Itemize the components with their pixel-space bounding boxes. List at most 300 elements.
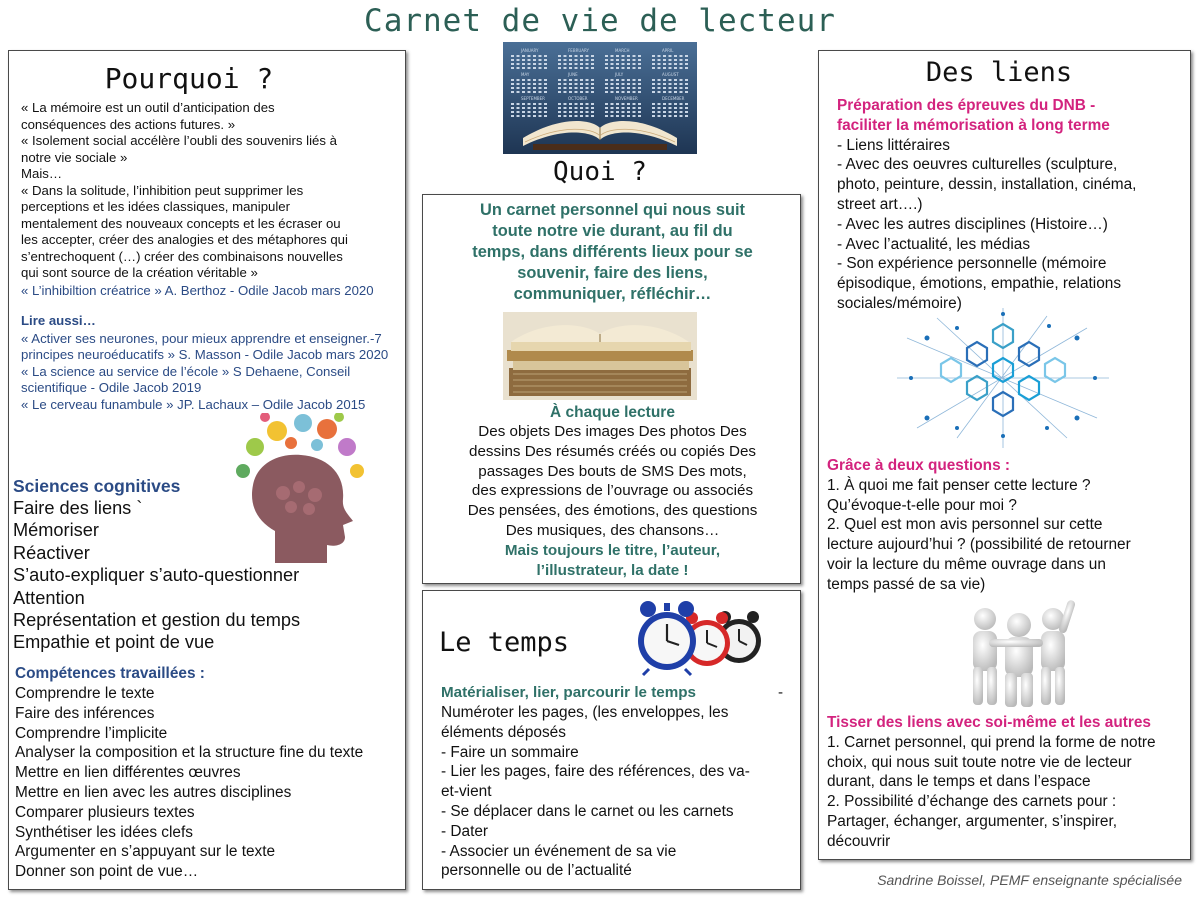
calendar-day-cell [652,91,655,93]
calendar-day-cell [685,55,688,57]
calendar-day-cell [627,63,630,65]
calendar-day-cell [544,87,547,89]
calendar-day-cell [658,91,661,93]
calendar-day-cell [658,87,661,89]
chaque-line: des expressions de l’ouvrage ou associés [471,482,754,500]
calendar-day-cell [564,107,567,109]
competence-item: Comparer plusieurs textes [15,803,195,821]
calendar-day-cell [544,59,547,61]
network-hexagons-icon [897,308,1109,448]
calendar-day-cell [633,91,636,93]
calendar-day-cell [616,111,619,113]
calendar-day-cell [517,83,520,85]
calendar-day-cell [591,111,594,113]
calendar-day-cell [663,55,666,57]
calendar-day-cell [680,91,683,93]
temps-line: - Se déplacer dans le carnet ou les carnets [441,802,734,820]
calendar-day-cell [586,67,589,69]
calendar-day-cell [658,63,661,65]
calendar-day-cell [558,91,561,93]
calendar-day-cell [528,55,531,57]
pourquoi-quotes [21,100,401,299]
calendar-day-cell [539,55,542,57]
calendar-day-cell [674,55,677,57]
calendar-day-cell [674,79,677,81]
calendar-day-cell [627,111,630,113]
calendar-day-cell [680,63,683,65]
temps-line: personnelle ou de l’actualité [441,862,632,880]
calendar-day-cell [658,67,661,69]
calendar-day-cell [658,111,661,113]
chaque-lecture-label: À chaque lecture [550,404,675,421]
calendar-day-cell [669,59,672,61]
calendar-day-cell [674,67,677,69]
question-line: voir la lecture du même ouvrage dans un [827,555,1106,573]
calendar-day-cell [622,63,625,65]
calendar-day-cell [517,87,520,89]
tisser-line: Partager, échanger, argumenter, s’inspirer, [827,812,1118,830]
tisser-line: découvrir [827,832,891,850]
calendar-day-cell [522,83,525,85]
calendar-day-cell [558,59,561,61]
tisser-heading: Tisser des liens avec soi-même et les autres [827,714,1151,731]
calendar-day-cell [528,79,531,81]
quote-line: « La mémoire est un outil d’anticipation des [21,100,275,115]
calendar-day-cell [605,107,608,109]
dnb-line: - Son expérience personnelle (mémoire [837,255,1107,273]
science-item: Empathie et point de vue [13,632,215,653]
calendar-day-cell [591,103,594,105]
outro-line: l’illustrateur, la date ! [536,561,689,579]
tisser-section [827,713,1189,852]
temps-subheading: Matérialiser, lier, parcourir le temps [441,684,696,701]
calendar-day-cell [663,111,666,113]
calendar-day-cell [611,115,614,117]
calendar-day-cell [533,87,536,89]
calendar-day-cell [685,111,688,113]
calendar-day-cell [522,63,525,65]
calendar-day-cell [638,55,641,57]
calendar-day-cell [544,83,547,85]
calendar-day-cell [638,87,641,89]
calendar-day-cell [669,115,672,117]
pourquoi-heading: Pourquoi ? [104,62,274,95]
calendar-day-cell [633,63,636,65]
calendar-day-cell [558,111,561,113]
tisser-line: 1. Carnet personnel, qui prend la forme de notre [827,733,1156,751]
lire-aussi-heading: Lire aussi… [21,313,96,328]
liens-panel [818,50,1191,860]
calendar-day-cell [517,111,520,113]
calendar-day-cell [685,87,688,89]
calendar-day-cell [580,87,583,89]
intro-line: Un carnet personnel qui nous suit [479,201,745,219]
calendar-month-label: SEPTEMBER [521,96,545,101]
author-signature: Sandrine Boissel, PEMF enseignante spécialisée [877,872,1182,888]
calendar-day-cell [558,103,561,105]
three-figures-icon [959,599,1079,709]
intro-line: toute notre vie durant, au fil du [492,222,733,240]
calendar-day-cell [539,111,542,113]
calendar-day-cell [633,67,636,69]
calendar-day-cell [575,107,578,109]
competence-item: Analyser la composition et la structure fine du texte [15,744,364,762]
dnb-line: street art….) [837,195,923,213]
calendar-day-cell [622,87,625,89]
quote-line: « Dans la solitude, l’inhibition peut supprimer les [21,182,304,198]
calendar-day-cell [611,87,614,89]
calendar-day-cell [605,115,608,117]
calendar-day-cell [564,103,567,105]
calendar-day-cell [622,59,625,61]
chaque-line: Des objets Des images Des photos Des [478,423,747,440]
calendar-day-cell [627,91,630,93]
calendar-day-cell [539,67,542,69]
calendar-day-cell [633,87,636,89]
sciences-cognitives [13,475,393,654]
calendar-month-label: JUNE [568,72,578,77]
calendar-day-cell [528,87,531,89]
reference-line: principes neuroéducatifs » S. Masson - Odile Jacob mars 2020 [21,347,389,362]
calendar-day-cell [663,83,666,85]
calendar-day-cell [663,115,666,117]
competence-item: Synthétiser les idées clefs [15,823,193,841]
calendar-day-cell [569,111,572,113]
question-line: lecture aujourd’hui ? (possibilité de retourner [827,536,1131,554]
calendar-day-cell [511,67,514,69]
lire-aussi [21,313,401,413]
calendar-day-cell [544,55,547,57]
calendar-day-cell [511,91,514,93]
calendar-day-cell [685,115,688,117]
calendar-day-cell [533,67,536,69]
science-item: Mémoriser [13,520,99,541]
calendar-day-cell [544,103,547,105]
calendar-day-cell [663,79,666,81]
calendar-month-label: MARCH [615,48,630,53]
calendar-day-cell [528,107,531,109]
calendar-day-cell [605,83,608,85]
calendar-day-cell [627,59,630,61]
dnb-line: épisodique, émotions, empathie, relations [837,275,1122,293]
calendar-day-cell [564,67,567,69]
calendar-day-cell [564,87,567,89]
calendar-day-cell [627,83,630,85]
intro-line: souvenir, faire des liens, [517,264,708,282]
tisser-line: choix, qui nous suit toute notre vie de lecteur [827,753,1132,771]
science-item: Attention [13,587,85,608]
calendar-day-cell [580,111,583,113]
calendar-day-cell [586,83,589,85]
calendar-day-cell [533,91,536,93]
temps-line: - Faire un sommaire [441,743,579,761]
calendar-day-cell [511,83,514,85]
calendar-day-cell [558,79,561,81]
calendar-day-cell [522,67,525,69]
calendar-day-cell [652,111,655,113]
calendar-day-cell [591,87,594,89]
quote-line: conséquences des actions futures. » [21,116,236,132]
calendar-day-cell [533,59,536,61]
calendar-day-cell [564,83,567,85]
calendar-day-cell [580,55,583,57]
calendar-day-cell [586,91,589,93]
calendar-day-cell [569,107,572,109]
chaque-line: passages Des bouts de SMS Des mots, [478,462,747,480]
calendar-day-cell [622,115,625,117]
calendar-day-cell [575,91,578,93]
science-item: Représentation et gestion du temps [13,610,301,631]
calendar-day-cell [638,59,641,61]
calendar-day-cell [633,59,636,61]
calendar-day-cell [558,107,561,109]
temps-content [441,683,791,881]
calendar-day-cell [627,79,630,81]
calendar-day-cell [669,67,672,69]
calendar-day-cell [658,83,661,85]
calendar-day-cell [580,59,583,61]
quoi-heading: Quoi ? [553,157,647,187]
calendar-day-cell [685,103,688,105]
calendar-day-cell [544,107,547,109]
calendar-day-cell [533,63,536,65]
quoi-intro [423,200,802,305]
tisser-line: durant, dans le temps et dans l’espace [827,773,1091,791]
page-title: Carnet de vie de lecteur [364,3,836,39]
calendar-day-cell [638,111,641,113]
calendar-day-cell [511,115,514,117]
dnb-line: - Liens littéraires [837,136,950,154]
calendar-day-cell [685,91,688,93]
calendar-day-cell [674,111,677,113]
calendar-day-cell [564,63,567,65]
calendar-day-cell [627,67,630,69]
calendar-day-cell [627,87,630,89]
calendar-day-cell [558,55,561,57]
calendar-day-cell [680,79,683,81]
calendar-day-cell [569,115,572,117]
calendar-day-cell [580,83,583,85]
calendar-day-cell [633,111,636,113]
calendar-day-cell [616,59,619,61]
calendar-day-cell [616,87,619,89]
calendar-day-cell [586,111,589,113]
dnb-heading: faciliter la mémorisation à long terme [837,116,1110,134]
competence-item: Argumenter en s’appuyant sur le texte [15,843,276,861]
calendar-day-cell [627,55,630,57]
calendar-day-cell [611,59,614,61]
calendar-day-cell [586,55,589,57]
calendar-day-cell [586,87,589,89]
calendar-day-cell [533,115,536,117]
calendar-day-cell [611,91,614,93]
calendar-day-cell [564,111,567,113]
calendar-day-cell [658,59,661,61]
temps-panel [422,590,801,890]
calendar-month-label: OCTOBER [568,96,588,101]
calendar-day-cell [652,79,655,81]
calendar-day-cell [669,91,672,93]
dnb-heading: Préparation des épreuves du DNB - [837,97,1096,114]
calendar-day-cell [622,55,625,57]
calendar-day-cell [605,63,608,65]
calendar-day-cell [616,103,619,105]
calendar-day-cell [669,55,672,57]
quote-line: notre vie sociale » [21,149,128,165]
calendar-day-cell [669,83,672,85]
calendar-day-cell [528,59,531,61]
calendar-day-cell [544,79,547,81]
calendar-day-cell [616,83,619,85]
calendar-day-cell [611,67,614,69]
calendar-month-label: JULY [615,72,624,77]
calendar-day-cell [627,103,630,105]
calendar-day-cell [652,55,655,57]
calendar-day-cell [658,107,661,109]
calendar-day-cell [575,87,578,89]
calendar-day-cell [539,91,542,93]
calendar-day-cell [627,115,630,117]
calendar-day-cell [633,103,636,105]
calendar-day-cell [511,87,514,89]
calendar-day-cell [669,87,672,89]
calendar-day-cell [517,79,520,81]
calendar-day-cell [591,83,594,85]
calendar-day-cell [663,91,666,93]
calendar-day-cell [674,107,677,109]
calendar-day-cell [511,63,514,65]
dnb-line: - Avec des oeuvres culturelles (sculpture, [837,156,1118,174]
tisser-line: 2. Possibilité d’échange des carnets pour : [827,793,1117,811]
sciences-heading: Sciences cognitives [13,476,181,496]
calendar-day-cell [539,87,542,89]
questions-heading: Grâce à deux questions : [827,457,1011,474]
calendar-day-cell [569,91,572,93]
calendar-day-cell [611,83,614,85]
calendar-day-cell [605,79,608,81]
calendar-day-cell [569,79,572,81]
calendar-day-cell [652,87,655,89]
calendar-day-cell [586,103,589,105]
calendar-day-cell [638,103,641,105]
calendar-day-cell [591,79,594,81]
calendar-day-cell [575,59,578,61]
outro-line: Mais toujours le titre, l’auteur, [504,541,721,559]
calendar-day-cell [605,67,608,69]
calendar-day-cell [528,63,531,65]
calendar-day-cell [522,79,525,81]
calendar-day-cell [533,111,536,113]
calendar-day-cell [638,79,641,81]
calendar-day-cell [638,91,641,93]
calendar-day-cell [544,67,547,69]
calendar-day-cell [627,107,630,109]
liens-heading: Des liens [925,57,1073,88]
calendar-day-cell [511,79,514,81]
calendar-day-cell [605,111,608,113]
calendar-day-cell [658,55,661,57]
calendar-day-cell [674,91,677,93]
calendar-day-cell [611,103,614,105]
reference-line: « Activer ses neurones, pour mieux apprendre et enseigner.-7 [21,330,382,346]
calendar-day-cell [663,107,666,109]
calendar-day-cell [539,83,542,85]
calendar-day-cell [586,107,589,109]
calendar-day-cell [564,79,567,81]
quote-reference: « L’inhibiltion créatrice » A. Berthoz - Odile Jacob mars 2020 [21,282,374,298]
calendar-day-cell [611,107,614,109]
calendar-day-cell [522,103,525,105]
temps-heading: Le temps [439,627,570,658]
calendar-day-cell [539,59,542,61]
calendar-day-cell [674,87,677,89]
dnb-line: photo, peinture, dessin, installation, cinéma, [837,176,1137,194]
calendar-day-cell [669,63,672,65]
quote-line: Mais… [21,166,63,181]
calendar-day-cell [511,103,514,105]
calendar-month-label: NOVEMBER [615,96,638,101]
competences-heading: Compétences travaillées : [15,665,205,682]
dnb-line: sociales/mémoire) [837,294,962,312]
calendar-book-image [503,42,697,154]
calendar-day-cell [522,111,525,113]
calendar-day-cell [633,83,636,85]
calendar-day-cell [517,59,520,61]
dnb-line: - Avec les autres disciplines (Histoire…) [837,215,1108,233]
calendar-day-cell [528,83,531,85]
calendar-day-cell [580,107,583,109]
calendar-day-cell [605,55,608,57]
intro-line: temps, dans différents lieux pour se [472,243,753,261]
calendar-day-cell [564,91,567,93]
calendar-day-cell [591,115,594,117]
calendar-day-cell [622,91,625,93]
competence-item: Faire des inférences [15,704,155,722]
calendar-day-cell [528,91,531,93]
calendar-day-cell [685,83,688,85]
chaque-line: Des pensées, des émotions, des questions [467,502,758,520]
calendar-day-cell [558,63,561,65]
reference-line: scientifique - Odile Jacob 2019 [21,380,202,395]
calendar-day-cell [533,107,536,109]
calendar-day-cell [569,55,572,57]
calendar-day-cell [586,115,589,117]
calendar-day-cell [685,67,688,69]
calendar-day-cell [633,107,636,109]
calendar-day-cell [539,115,542,117]
calendar-day-cell [569,59,572,61]
calendar-day-cell [680,103,683,105]
calendar-day-cell [569,83,572,85]
calendar-day-cell [539,107,542,109]
intro-line: communiquer, réfléchir… [513,285,712,303]
calendar-day-cell [533,79,536,81]
calendar-day-cell [638,63,641,65]
calendar-day-cell [616,63,619,65]
competence-item: Mettre en lien différentes œuvres [15,764,241,782]
calendar-day-cell [674,59,677,61]
calendar-day-cell [522,91,525,93]
calendar-day-cell [652,67,655,69]
quote-line: les accepter, créer des analogies et des métaphores qui [21,232,348,247]
calendar-day-cell [544,91,547,93]
calendar-day-cell [575,111,578,113]
calendar-day-cell [674,63,677,65]
calendar-day-cell [622,111,625,113]
calendar-day-cell [575,103,578,105]
calendar-day-cell [533,103,536,105]
quote-line: qui sont source de la création véritable » [21,265,258,280]
